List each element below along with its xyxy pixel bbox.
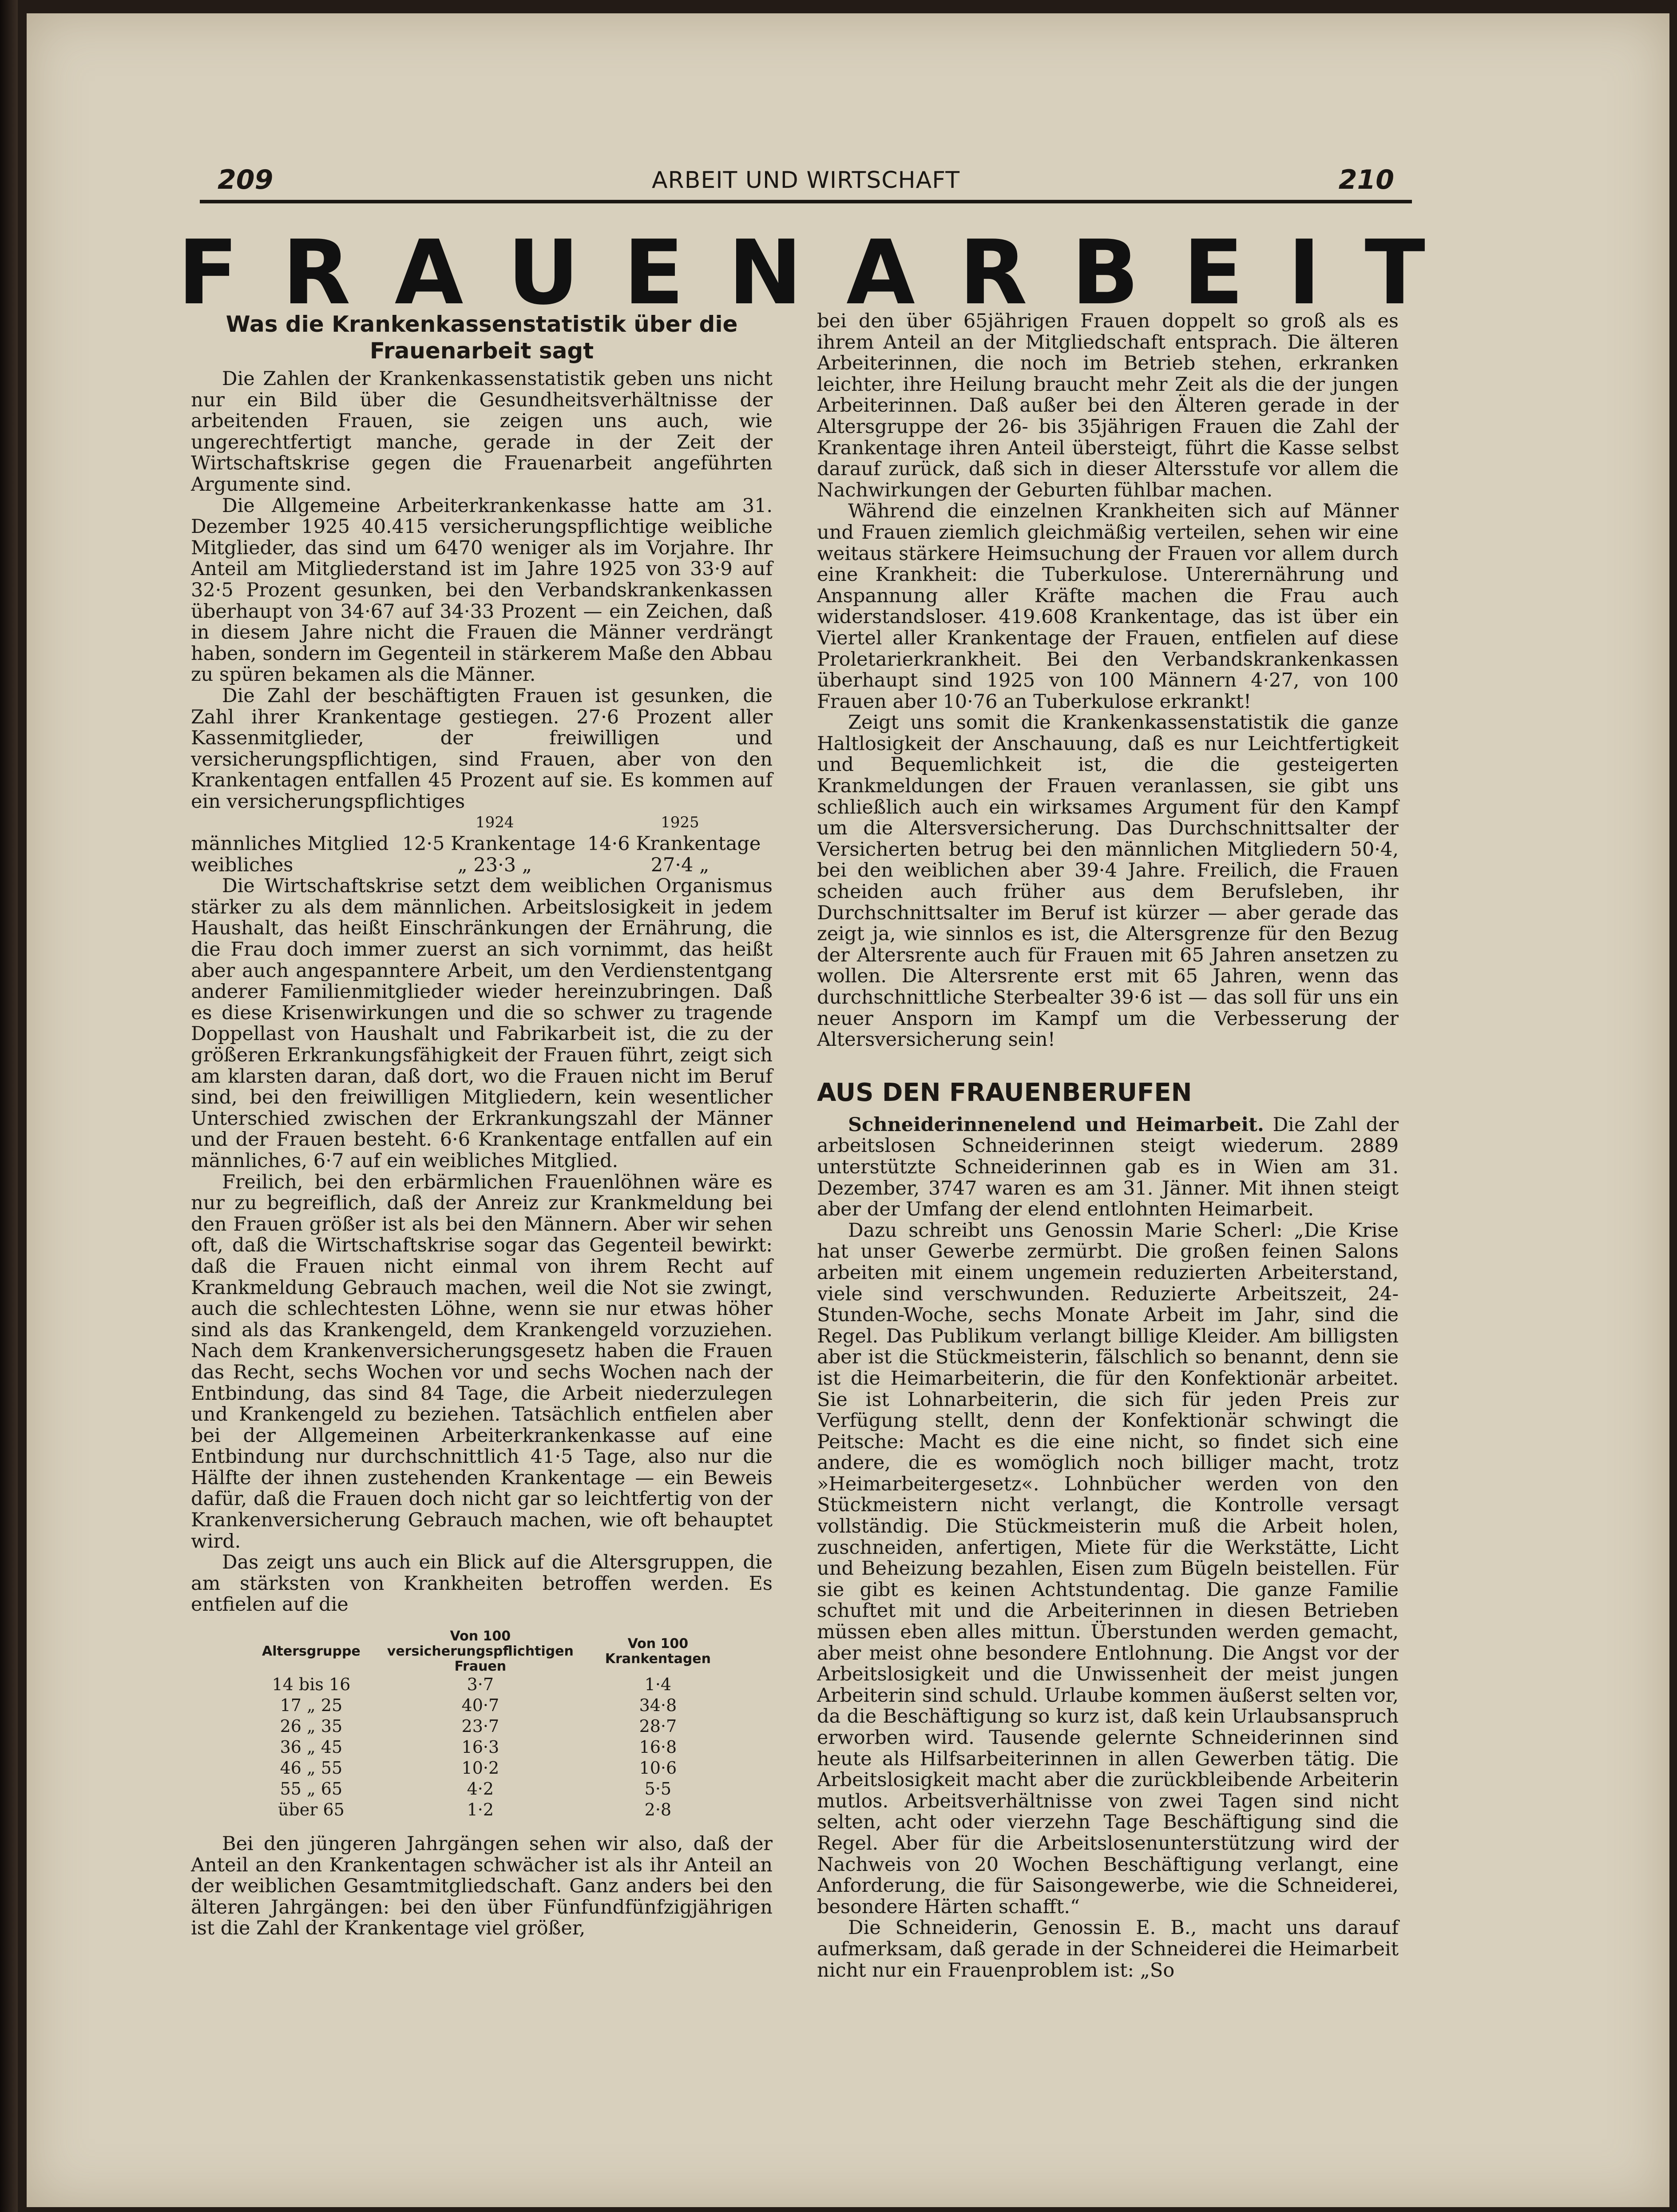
cell: 10·6 (639, 1758, 677, 1778)
paragraph: Die Zahl der beschäftigten Frauen ist gesunken, die Zahl ihrer Krankentage gestiegen. 27·6 Prozent aller Kassenmitglieder, der freiwilligen und versicherungspflichtigen, sind Frauen, aber von den Krankentagen entfallen 45 Prozent auf sie. Es kommen auf ein versicherungspflichtiges (191, 684, 773, 813)
banner-letter: F (178, 221, 238, 325)
sick-days-comparison-table (191, 812, 773, 876)
cell: 1·2 (467, 1800, 494, 1820)
paragraph: Zeigt uns somit die Krankenkassenstatistik die ganze Haltlosigkeit der Anschauung, daß es nur Leichtfertigkeit und Bequemlichkeit ist, die die gesteigerten Krankmeldungen der Frauen veranlassen, sie gibt uns schließlich auch ein wirksames Argument für den Kampf um die Altersversicherung. Das Durchschnittsalter der Versicherten betrug bei den männlichen Mitgliedern 50·4, bei den weiblichen aber 39·4 Jahre. Freilich, die Frauen scheiden auch früher aus dem Berufsleben, ihr Durchschnittsalter im Beruf ist kürzer — aber gerade das zeigt ja, wie sinnlos es ist, die Altersgrenze für den Bezug der Altersrente auch für Frauen mit 65 Jahren ansetzen zu wollen. Die Altersrente erst mit 65 Jahren, wenn das durchschnittliche Sterbealter 39·6 ist — das soll für uns ein neuer Ansporn im Kampf um die Verbesserung der Altersversicherung sein! (817, 711, 1399, 1051)
cell: über 65 (278, 1800, 345, 1820)
paragraph: Die Schneiderin, Genossin E. B., macht uns darauf aufmerksam, daß gerade in der Schneiderei die Heimarbeit nicht nur ein Frauenproblem ist: „So (817, 1917, 1399, 1982)
paragraph: Während die einzelnen Krankheiten sich auf Männer und Frauen ziemlich gleichmäßig verteilen, sehen wir eine weitaus stärkere Heimsuchung der Frauen vor allem durch eine Krankheit: die Tuberkulose. Unterernährung und Anspannung aller Kräfte machen die Frau auch widerstandsloser. 419.608 Krankentage, das ist über ein Viertel aller Krankentage der Frauen, entfielen auf diese Proletarierkrankheit. Bei den Verbandskrankenkassen überhaupt sind 1925 von 100 Männern 4·27, von 100 Frauen aber 10·76 an Tuberkulose erkrankt! (817, 500, 1399, 713)
banner-letter: A (394, 221, 464, 325)
cell: 5·5 (644, 1779, 672, 1799)
section-banner (178, 221, 1425, 325)
running-header (191, 164, 1421, 204)
cell: 16·3 (461, 1737, 500, 1757)
paragraph: Bei den jüngeren Jahrgängen sehen wir also, daß der Anteil an den Krankentagen schwächer ist als ihr Anteil an der weiblichen Gesamtmitgliedschaft. Ganz anders bei den älteren Jahrgängen: bei den über Fünfundfünfzigjährigen ist die Zahl der Krankentage viel größer, (191, 1833, 773, 1940)
cell: 17 „ 25 (280, 1696, 343, 1716)
banner-letter: T (1364, 221, 1425, 325)
lead-heading: Schneiderinnenelend und Heimarbeit. (848, 1113, 1264, 1136)
paragraph: Das zeigt uns auch ein Blick auf die Altersgruppen, die am stärksten von Krankheiten betroffen werden. Es entfielen auf die (191, 1551, 773, 1616)
cell: 28·7 (639, 1716, 677, 1736)
column-header: Von 100 Krankentagen (605, 1636, 711, 1667)
cell: 4·2 (467, 1779, 494, 1799)
table-row (249, 1758, 729, 1779)
banner-letter: U (507, 221, 579, 325)
journal-title: ARBEIT UND WIRTSCHAFT (651, 167, 960, 194)
column-header: Von 100 versicherungspflichtigen Frauen (387, 1628, 574, 1675)
cell: 26 „ 35 (280, 1716, 343, 1736)
cell: 55 „ 65 (280, 1779, 343, 1799)
cell: 1·4 (644, 1675, 672, 1695)
cell: 23·7 (461, 1716, 500, 1736)
page-number-right: 210 (1338, 164, 1394, 195)
left-column (191, 311, 773, 1939)
paragraph: Dazu schreibt uns Genossin Marie Scherl: „Die Krise hat unser Gewerbe zermürbt. Die großen feinen Salons arbeiten mit einem ungemein reduzierten Arbeiterstand, viele sind verschwunden. Reduzierte Arbeitszeit, 24-Stunden-Woche, sechs Monate Arbeit im Jahr, sind die Regel. Das Publikum verlangt billige Kleider. Am billigsten aber ist die Stückmeisterin, fälschlich so benannt, denn sie ist die Heimarbeiterin, die für den Konfektionär arbeitet. Sie ist Lohnarbeiterin, die sich für jeden Preis zur Verfügung stellt, denn der Konfektionär schwingt die Peitsche: Macht es die eine nicht, so findet sich eine andere, die es womöglich noch billiger macht, trotz »Heimarbeitergesetz«. Lohnbücher werden von den Stückmeistern nicht verlangt, die Kontrolle versagt vollständig. Die Stückmeisterin muß die Arbeit holen, zuschneiden, anfertigen, Miete für die Werkstätte, Licht und Beheizung bezahlen, Eisen zum Bügeln beistellen. Für sie gibt es keinen Achtstundentag. Die ganze Familie schuftet mit und die Arbeiterinnen in diesen Betrieben müssen eben alles mittun. Überstunden werden gemacht, aber meist ohne besondere Entlohnung. Die Angst vor der Arbeitslosigkeit und die Unwissenheit der meist jungen Arbeiterin sind schuld. Urlaube kommen äußerst selten vor, da die Beschäftigung so kurz ist, daß kein Urlaubsanspruch erworben wird. Tausende gelernte Schneiderinnen sind heute als Hilfsarbeiterinnen in allen Gewerben tätig. Die Arbeitslosigkeit macht aber die zurückbleibende Arbeiterin mutlos. Arbeitsverhältnisse von zwei Tagen sind nicht selten, acht oder vierzehn Tage Beschäftigung sind die Regel. Aber für die Arbeitslosenunterstützung wird der Nachweis von 20 Wochen Beschäftigung verlangt, eine Anforderung, die für Saisongewerbe, wie die Schneiderei, besondere Härten schafft.“ (817, 1219, 1399, 1918)
paragraph: Die Zahlen der Krankenkassenstatistik geben uns nicht nur ein Bild über die Gesundheitsverhältnisse der arbeitenden Frauen, sie zeigen uns auch, wie ungerechtfertigt manche, gerade in der Zeit der Wirtschaftskrise gegen die Frauenarbeit angeführten Argumente sind. (191, 368, 773, 496)
paragraph: Freilich, bei den erbärmlichen Frauenlöhnen wäre es nur zu begreiflich, daß der Anreiz zur Krankmeldung bei den Frauen größer ist als bei den Männern. Aber wir sehen oft, daß die Wirtschaftskrise sogar das Gegenteil bewirkt: daß die Frauen nicht einmal von ihrem Recht auf Krankmeldung Gebrauch machen, weil die Not sie zwingt, auch die schlechtesten Löhne, wenn sie nur etwas höher sind als das Krankengeld, dem Krankengeld vorzuziehen. Nach dem Krankenversicherungsgesetz haben die Frauen das Recht, sechs Wochen vor und sechs Wochen nach der Entbindung, das sind 84 Tage, die Arbeit niederzulegen und Krankengeld zu beziehen. Tatsächlich entfielen aber bei der Allgemeinen Arbeiterkrankenkasse auf eine Entbindung nur durchschnittlich 41·5 Tage, also nur die Hälfte der ihnen zustehenden Krankentage — ein Beweis dafür, daß die Frauen doch nicht gar so leichtfertig von der Krankenversicherung Gebrauch machen, wie oft behauptet wird. (191, 1171, 773, 1553)
year-header: 1925 (661, 814, 699, 832)
right-column (817, 311, 1399, 1981)
banner-letter: I (1288, 221, 1321, 325)
cell: 14 bis 16 (272, 1675, 351, 1695)
banner-letter: R (282, 221, 351, 325)
table-row (249, 1737, 729, 1758)
cell: 3·7 (467, 1675, 494, 1695)
table-row (191, 834, 773, 855)
banner-letter: R (959, 221, 1027, 325)
row-label: männliches Mitglied (191, 833, 389, 855)
table-row (249, 1779, 729, 1799)
cell: 2·8 (644, 1800, 672, 1820)
cell: „ 23·3 „ (457, 854, 532, 876)
banner-letter: B (1071, 221, 1139, 325)
cell: 16·8 (639, 1737, 677, 1757)
paragraph: Die Wirtschaftskrise setzt dem weiblichen Organismus stärker zu als dem männlichen. Arbeitslosigkeit in jedem Haushalt, das heißt Einschränkungen der Ernährung, die die Frau doch immer zuerst an sich vornimmt, das heißt aber auch angespanntere Arbeit, um den Verdienstentgang anderer Familienmitglieder wieder hereinzubringen. Daß es diese Krisenwirkungen und die so schwer zu tragende Doppellast von Haushalt und Fabrikarbeit ist, die zu der größeren Erkrankungsfähigkeit der Frauen führt, zeigt sich am klarsten daran, daß dort, wo die Frauen nicht im Beruf sind, bei den freiwilligen Mitgliedern, kein wesentlicher Unterschied zwischen der Erkrankungszahl der Männer und der Frauen besteht. 6·6 Krankentage entfallen auf ein männliches, 6·7 auf ein weibliches Mitglied. (191, 875, 773, 1172)
cell: 10·2 (461, 1758, 500, 1778)
table-row (191, 855, 773, 876)
table-row (249, 1799, 729, 1820)
table-row (249, 1674, 729, 1695)
banner-letter: A (846, 221, 915, 325)
table-row (249, 1695, 729, 1716)
cell: 46 „ 55 (280, 1758, 343, 1778)
book-gutter (0, 0, 18, 2212)
cell: 12·5 Krankentage (402, 833, 576, 855)
section-heading: AUS DEN FRAUENBERUFEN (817, 1078, 1192, 1107)
cell: 14·6 Krankentage (587, 833, 761, 855)
age-group-table (249, 1629, 729, 1820)
banner-letter: E (1183, 221, 1244, 325)
banner-letter: E (623, 221, 684, 325)
table-row (249, 1716, 729, 1737)
page-number-left: 209 (218, 164, 274, 195)
cell: 40·7 (461, 1696, 500, 1716)
column-header: Altersgruppe (262, 1644, 361, 1660)
cell: 36 „ 45 (280, 1737, 343, 1757)
paragraph: Die Allgemeine Arbeiterkrankenkasse hatte am 31. Dezember 1925 40.415 versicherungspflichtige weibliche Mitglieder, das sind um 6470 weniger als im Vorjahre. Ihr Anteil am Mitgliederstand ist im Jahre 1925 von 33·9 auf 32·5 Prozent gesunken, bei den Verbandskrankenkassen überhaupt von 34·67 auf 34·33 Prozent — ein Zeichen, daß in diesem Jahre nicht die Frauen die Männer verdrängt haben, sondern im Gegenteil in stärkerem Maße den Abbau zu spüren bekamen als die Männer. (191, 494, 773, 686)
banner-letter: N (728, 221, 803, 325)
article-title: Was die Krankenkassenstatistik über die Frauenarbeit sagt (226, 311, 738, 364)
cell: 34·8 (639, 1696, 677, 1716)
paragraph (817, 1115, 1399, 1220)
paragraph-text: Die Zahl der arbeitslosen Schneiderinnen steigt wiederum. 2889 unterstützte Schneiderinnen gab es in Wien am 31. Dezember, 3747 waren es am 31. Jänner. Mit ihnen steigt aber der Umfang der elend entlohnten Heimarbeit. (817, 1113, 1399, 1221)
paragraph: bei den über 65jährigen Frauen doppelt so groß als es ihrem Anteil an der Mitgliedschaft entsprach. Die älteren Arbeiterinnen, die noch im Betrieb stehen, erkranken leichter, ihre Heilung braucht mehr Zeit als die der jungen Arbeiterinnen. Daß außer bei den Älteren gerade in der Altersgruppe der 26- bis 35jährigen Frauen die Zahl der Krankentage ihren Anteil übersteigt, führt die Kasse selbst darauf zurück, daß sich in dieser Altersstufe vor allem die Nachwirkungen der Geburten fühlbar machen. (817, 310, 1399, 501)
year-header: 1924 (475, 814, 514, 832)
header-rule (200, 200, 1412, 203)
cell: 27·4 „ (650, 854, 710, 876)
row-label: weibliches (191, 854, 293, 876)
